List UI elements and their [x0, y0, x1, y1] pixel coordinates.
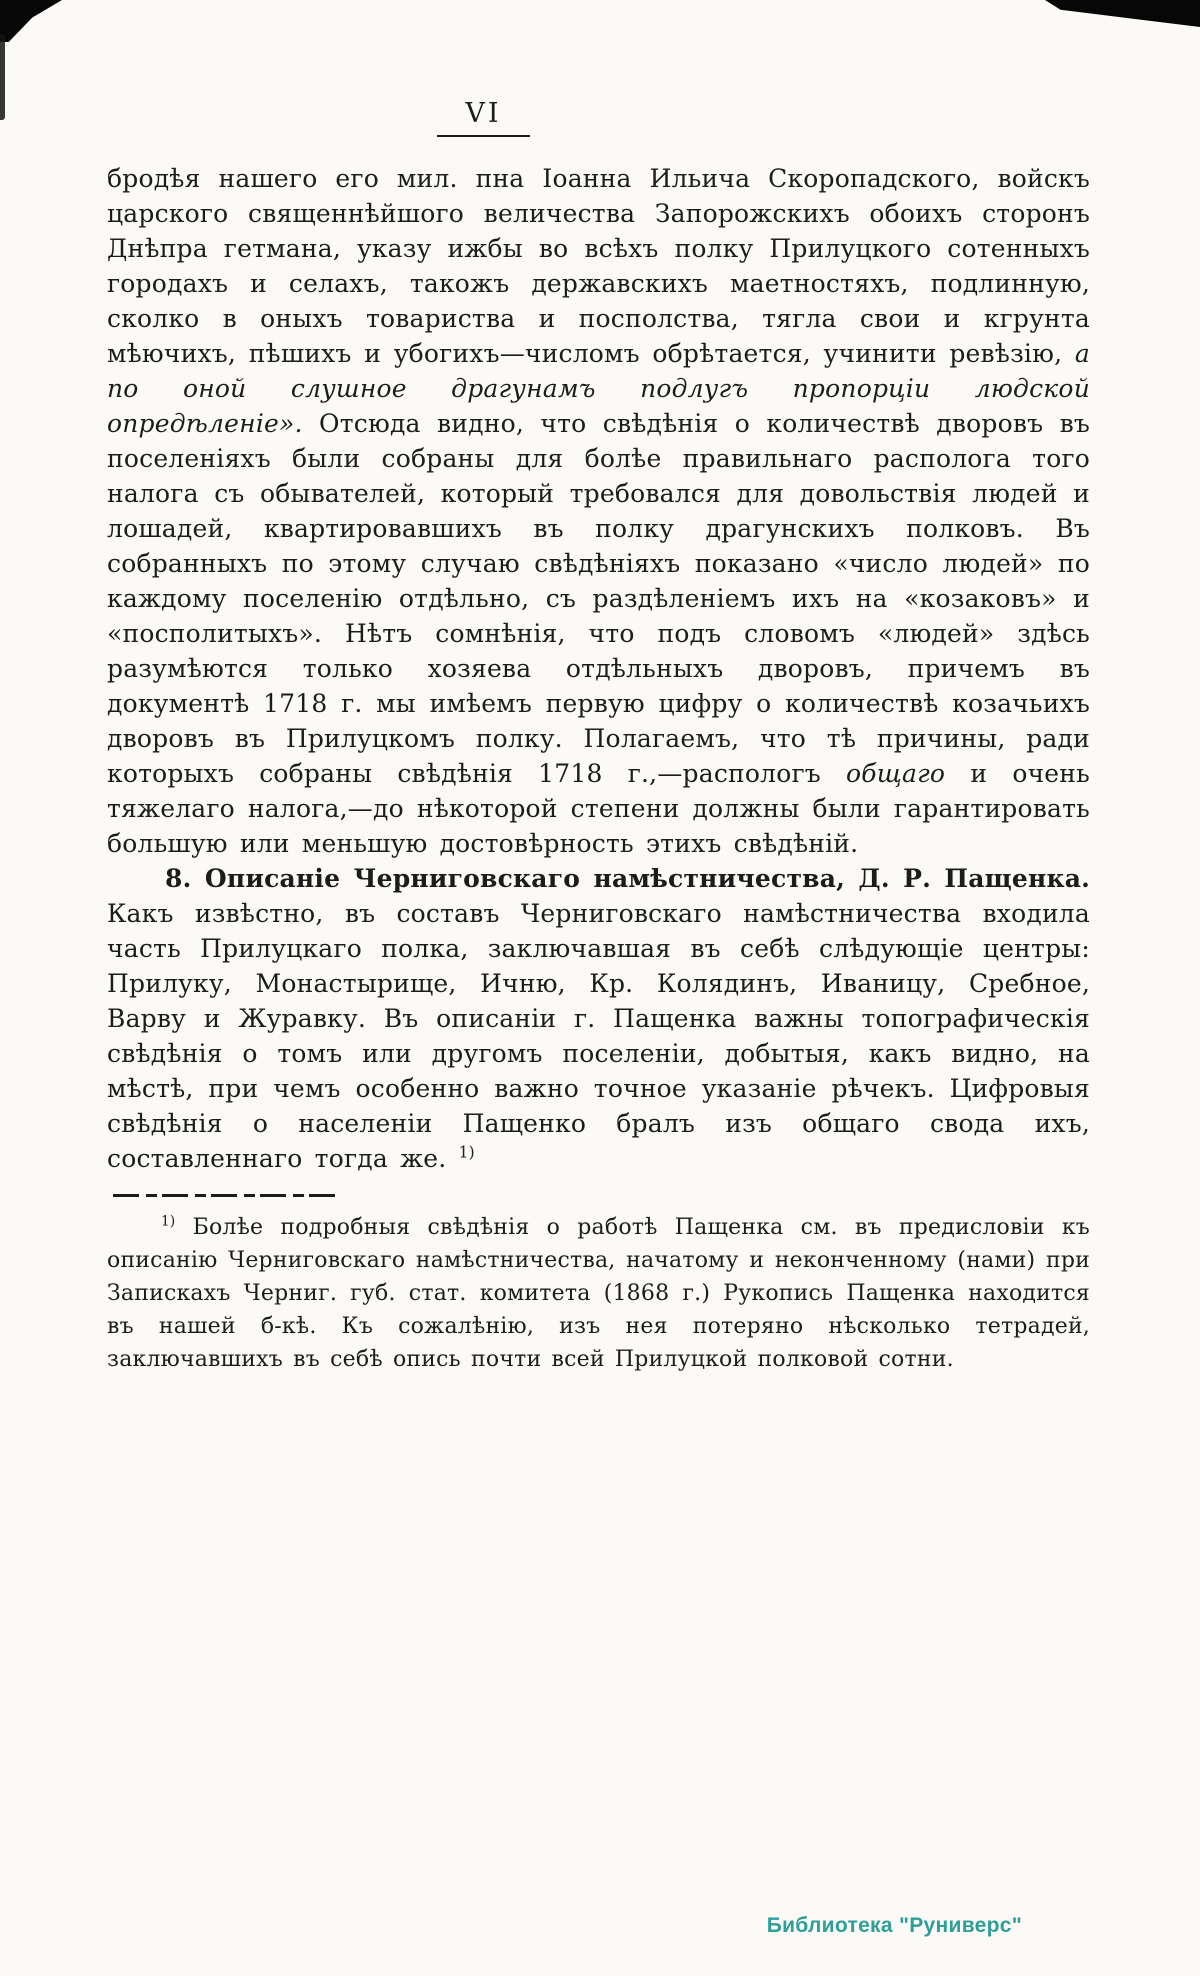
page-content: [107, 98, 1090, 1376]
text-run-italic: общаго: [846, 759, 946, 788]
paragraph-2: [107, 861, 1090, 1176]
text-run: и очень тяжелаго налога,—до нѣкоторой степени должны были гарантировать большую или меньшую достовѣрность этихъ свѣдѣній.: [107, 759, 1090, 858]
scan-artifact-top-left: [0, 0, 62, 42]
footnote-block: [107, 1211, 1090, 1376]
main-text: [107, 161, 1090, 1176]
text-run: Какъ извѣстно, въ составъ Черниговскаго намѣстничества входила часть Прилуцкаго полка, заключавшая въ себѣ слѣдующіе центры: Прилуку, Монастырище, Ичню, Кр. Колядинъ, Иваницу, Сребное, Варву и Журавку. Въ описаніи г. Пащенка важны топографическія свѣдѣнія о томъ или другомъ поселеніи, добытыя, какъ видно, на мѣстѣ, при чемъ особенно важно точное указаніе рѣчекъ. Цифровыя свѣдѣнія о населеніи Пащенко бралъ изъ общаго свода ихъ, составленнаго тогда же.: [107, 899, 1090, 1173]
paragraph-1: [107, 161, 1090, 861]
scan-artifact-top-right: [1045, 0, 1200, 27]
section-heading: 8. Описаніе Черниговскаго намѣстничества, Д. Р. Пащенка.: [165, 864, 1090, 893]
library-watermark: Библиотека "Руниверс": [766, 1914, 1022, 1937]
footnote-separator-rule: [113, 1194, 337, 1197]
footnote-paragraph: [107, 1211, 1090, 1376]
text-run-italic: а по оной слушное драгунамъ подлугъ пропорціи людской опредѣленіе».: [107, 339, 1090, 438]
footnote-reference: 1): [458, 1143, 475, 1162]
text-run: Отсюда видно, что свѣдѣнія о количествѣ дворовъ въ поселеніяхъ были собраны для болѣе правильнаго располога того налога съ обывателей, который требовался для довольствія людей и лошадей, квартировавшихъ въ полку драгунскихъ полковъ. Въ собранныхъ по этому случаю свѣдѣніяхъ показано «число людей» по каждому поселенію отдѣльно, съ раздѣленіемъ ихъ на «козаковъ» и «посполитыхъ». Нѣтъ сомнѣнія, что подъ словомъ «людей» здѣсь разумѣются только хозяева отдѣльныхъ дворовъ, причемъ въ документѣ 1718 г. мы имѣемъ первую цифру о количествѣ козачьихъ дворовъ въ Прилуцкомъ полку. Полагаемъ, что тѣ причины, ради которыхъ собраны свѣдѣнія 1718 г.,—распологъ: [107, 409, 1090, 788]
footnote-text: Болѣе подробныя свѣдѣнія о работѣ Пащенка см. въ предисловіи къ описанію Черниговскаго намѣстничества, начатому и неконченному (нами) при Запискахъ Черниг. губ. стат. комитета (1868 г.) Рукопись Пащенка находится въ нашей б-кѣ. Къ сожалѣнію, изъ нея потеряно нѣсколько тетрадей, заключавшихъ въ себѣ опись почти всей Прилуцкой полковой сотни.: [107, 1215, 1090, 1372]
scan-artifact-left-edge: [0, 34, 5, 120]
footnote-marker: 1): [161, 1213, 176, 1230]
page-number-row: [107, 98, 1090, 137]
text-run: бродѣя нашего его мил. пна Іоанна Ильича Скоропадского, войскъ царского священнѣйшого величества Запорожскихъ обоихъ сторонъ Днѣпра гетмана, указу ижбы во всѣхъ полку Прилуцкого сотенныхъ городахъ и селахъ, такожъ державскихъ маетностяхъ, подлинную, сколко в оныхъ товариства и посполства, тягла свои и кгрунта мѣючихъ, пѣшихъ и убогихъ—числомъ обрѣтается, учинити ревѣзію,: [107, 164, 1090, 368]
page-number: VI: [437, 98, 529, 137]
